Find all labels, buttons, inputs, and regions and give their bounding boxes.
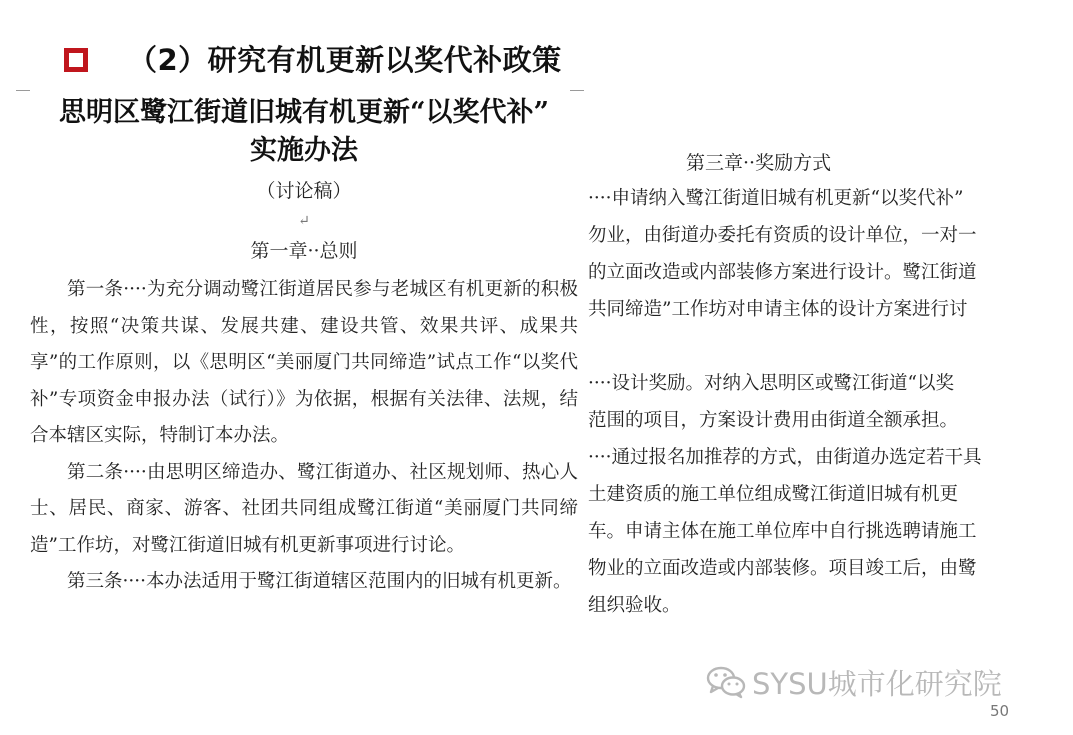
paragraph-mark-icon: ↵ [298,213,310,229]
page-corner-mark [16,90,30,101]
page-number: 50 [990,702,1010,720]
right-document-page [588,92,1073,722]
watermark [706,662,1002,702]
text-line: 共同缔造”工作坊对申请主体的设计方案进行讨 [588,299,968,320]
text-line: 土建资质的施工单位组成鹭江街道旧城有机更 [588,484,959,505]
left-document-page [30,92,578,722]
text-line: 组织验收。 [588,595,681,616]
blank-line [588,328,1073,365]
article-paragraph: 第一条····为充分调动鹭江街道居民参与老城区有机更新的积极性，按照“决策共谋、发展共建、建设共管、效果共评、成果共享”的工作原则，以《思明区“美丽厦门共同缔造”试点工作“以奖代补”专项资金申报办法（试行）》为依据，根据有关法律、法规，结合本辖区实际，特制订本办法。 [30,279,578,446]
slide-title: （2）研究有机更新以奖代补政策 [128,43,562,77]
article-paragraph: 第三条····本办法适用于鹭江街道辖区范围内的旧城有机更新。 [67,571,572,592]
document-title [30,94,578,170]
chapter-heading: 第一章··总则 [250,240,358,262]
document-title-line-2: 实施办法 [250,135,358,166]
watermark-text: SYSU城市化研究院 [752,666,1002,701]
square-bullet-icon [64,48,88,72]
text-line: 物业的立面改造或内部装修。项目竣工后，由鹭 [588,558,977,579]
text-line: 勿业，由街道办委托有资质的设计单位，一对一 [588,225,977,246]
text-line: 的立面改造或内部装修方案进行设计。鹭江街道 [588,262,977,283]
chapter-heading: 第三章··奖励方式 [686,152,832,174]
wechat-icon [706,665,746,699]
document-subtitle: （讨论稿） [256,180,352,202]
text-line: 范围的项目，方案设计费用由街道全额承担。 [588,410,959,431]
text-line: ····申请纳入鹭江街道旧城有机更新“以奖代补” [588,188,964,209]
article-paragraph: 第二条····由思明区缔造办、鹭江街道办、社区规划师、热心人士、居民、商家、游客、社团共同组成鹭江街道“美丽厦门共同缔造”工作坊，对鹭江街道旧城有机更新事项进行讨论。 [30,461,578,556]
text-line: 车。申请主体在施工单位库中自行挑选聘请施工 [588,521,977,542]
text-line: ····设计奖励。对纳入思明区或鹭江街道“以奖 [588,373,954,394]
text-line: ····通过报名加推荐的方式，由街道办选定若干具 [588,447,982,468]
document-title-line-1: 思明区鹭江街道旧城有机更新“以奖代补” [58,97,550,128]
slide-header [0,0,1073,92]
